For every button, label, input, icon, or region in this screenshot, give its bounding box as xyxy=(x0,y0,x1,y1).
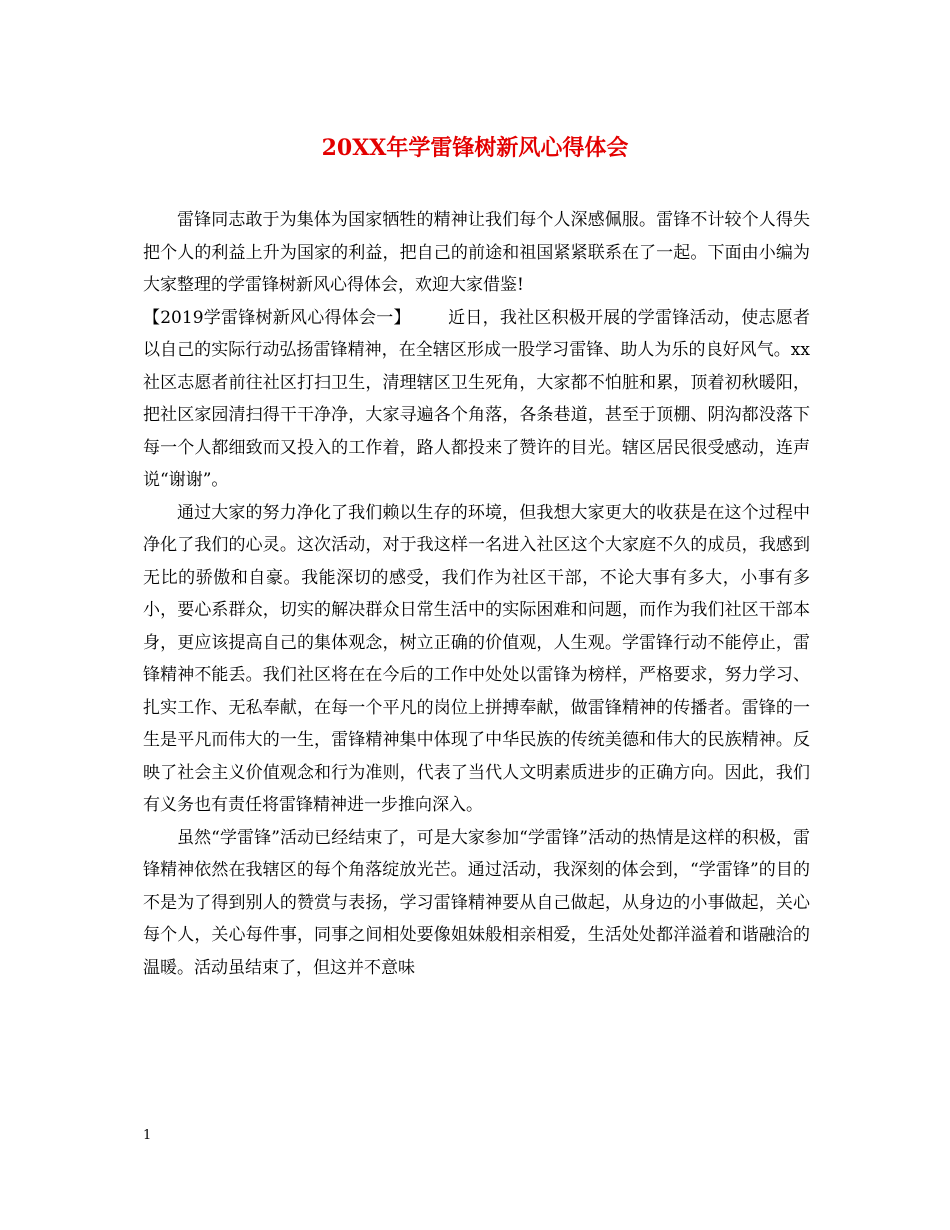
page-number: 1 xyxy=(143,1128,152,1143)
body-paragraph-2: 通过大家的努力净化了我们赖以生存的环境，但我想大家更大的收获是在这个过程中净化了我们的心灵。这次活动，对于我这样一名进入社区这个大家庭不久的成员，我感到无比的骄傲和自豪。我能深切的感受，我们作为社区干部，不论大事有多大，小事有多小，要心系群众，切实的解决群众日常生活中的实际困难和问题，而作为我们社区干部本身，更应该提高自己的集体观念，树立正确的价值观，人生观。学雷锋行动不能停止，雷锋精神不能丢。我们社区将在在今后的工作中处处以雷锋为榜样，严格要求，努力学习、扎实工作、无私奉献，在每一个平凡的岗位上拼搏奉献，做雷锋精神的传播者。雷锋的一生是平凡而伟大的一生，雷锋精神集中体现了中华民族的传统美德和伟大的民族精神。反映了社会主义价值观念和行为准则，代表了当代人文明素质进步的正确方向。因此，我们有义务也有责任将雷锋精神进一步推向深入。 xyxy=(143,502,810,815)
intro-paragraph: 雷锋同志敢于为集体为国家牺牲的精神让我们每个人深感佩服。雷锋不计较个人得失把个人的利益上升为国家的利益，把自己的前途和祖国紧紧联系在了一起。下面由小编为大家整理的学雷锋树新风心得体会，欢迎大家借鉴! xyxy=(143,210,810,295)
body-paragraph-3: 虽然“学雷锋”活动已经结束了，可是大家参加“学雷锋”活动的热情是这样的积极，雷锋精神依然在我辖区的每个角落绽放光芒。通过活动，我深刻的体会到，“学雷锋”的目的不是为了得到别人的赞赏与表扬，学习雷锋精神要从自己做起，从身边的小事做起，关心每个人，关心每件事，同事之间相处要像姐妹般相亲相爱，生活处处都洋溢着和谐融洽的温暖。活动虽结束了，但这并不意味 xyxy=(143,827,810,978)
document-body xyxy=(143,204,810,984)
document-title: 20XX年学雷锋树新风心得体会 xyxy=(321,135,629,161)
section-one-heading: 【2019学雷锋树新风心得体会一】 xyxy=(143,307,411,328)
section-one-paragraph xyxy=(143,302,810,497)
section-one-text: 近日，我社区积极开展的学雷锋活动，使志愿者以自己的实际行动弘扬雷锋精神，在全辖区形成一股学习雷锋、助人为乐的良好风气。xx社区志愿者前往社区打扫卫生，清理辖区卫生死角，大家都不怕脏和累，顶着初秋暖阳，把社区家园清扫得干干净净，大家寻遍各个角落，各条巷道，甚至于顶棚、阴沟都没落下每一个人都细致而又投入的工作着，路人都投来了赞许的目光。辖区居民很受感动，连声说“谢谢”。 xyxy=(143,307,811,490)
